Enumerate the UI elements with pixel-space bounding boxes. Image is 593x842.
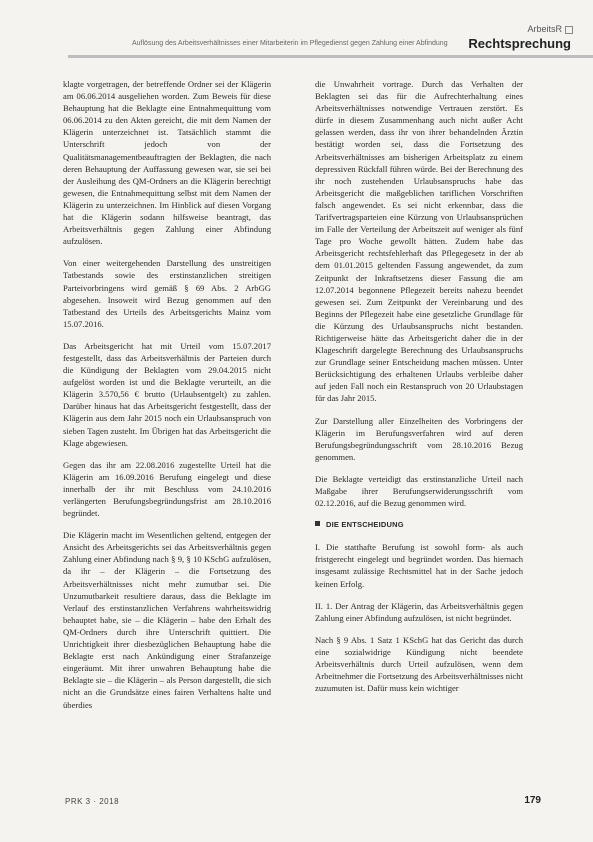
paragraph: Von einer weitergehenden Darstellung des unstreitigen Tatbestands sowie des erstinstanzlichen streitigen Parteivorbringens wird gemäß § 69 Abs. 2 ArbGG abgesehen. Insoweit wird Bezug genommen auf den Tatbestand des Urteils des Arbeitsgerichts Mainz vom 15.07.2016. [63,258,271,329]
page-number: 179 [524,795,541,806]
paragraph: Nach § 9 Abs. 1 Satz 1 KSchG hat das Gericht das durch eine sozialwidrige Kündigung nicht beendete Arbeitsverhältnis durch Urteil aufzulösen, wenn dem Arbeitnehmer die Fortsetzung des Arbeitsverhältnisses nicht zuzumuten ist. Dafür muss kein wichtiger [315,634,523,694]
paragraph: klagte vorgetragen, der betreffende Ordner sei der Klägerin am 06.06.2014 ausgeliehen worden. Zum Beweis für diese Behauptung hat die Beklagte eine Entnahmequittung vom 06.06.2014 zu den Akten gereicht, die mit dem Namen der Klägerin unterzeichnet ist. Tatsächlich stammt die Unterschrift jedoch von der Qualitätsmanagementbeauftragten der Beklagten, die nach deren Behauptung der Auffassung gewesen war, sie sei bei der Ausleihung des QM-Ordners an die Klägerin berechtigt gewesen, die Entnahmequittung selbst mit dem Namen der Klägerin zu unterzeichnen. Im Hinblick auf diesen Vorgang hat die Klägerin sodann hilfsweise beantragt, das Arbeitsverhältnis gegen Zahlung einer Abfindung aufzulösen. [63,79,271,247]
running-head: Auflösung des Arbeitsverhältnisses einer Mitarbeiterin im Pflegedienst gegen Zahlung einer Abfindung [132,40,448,47]
paragraph: Zur Darstellung aller Einzelheiten des Vorbringens der Klägerin im Berufungsverfahren wird auf deren Berufungsbegründungsschrift vom 28.10.2016 Bezug genommen. [315,415,523,462]
paragraph: die Unwahrheit vortrage. Durch das Verhalten der Beklagten sei das für die Aufrechterhaltung eines Arbeitsverhältnisses notwendige Vertrauen zerstört. Es dürfe in diesem Zusammenhang auch nicht außer Acht gelassen werden, dass ihr von ihrer behandelnden Ärztin bestätigt worden sei, dass die Fortsetzung des Arbeitsverhältnisses am bisherigen Arbeitsplatz zu einem depressiven Rückfall führen würde. Bei der Berechnung des ihr noch zustehenden Urlaubsanspruchs habe das Arbeitsgericht die maßgeblichen tariflichen Vorschriften falsch angewendet. Es sei nicht erkennbar, dass die Tarifvertragsparteien eine Kürzung von Urlaubsansprüchen im Falle der Verteilung der Arbeitszeit auf weniger als fünf Tage pro Woche gewollt hätten. Zudem habe das Arbeitsgericht rechtsfehlerhaft das Pflegegesetz in der ab dem 01.01.2015 geltenden Fassung angewendet, da zum Zeitpunkt der Inkraftsetzens dieser Fassung die am 12.07.2014 begonnene Pflegezeit bereits nahezu beendet gewesen sei. Zum Zeitpunkt der Vereinbarung und des Beginns der Pflegezeit habe eine gesetzliche Grundlage für die Kürzung des Urlaubsanspruchs nicht bestanden. Richtigerweise hätte das Arbeitsgericht daher die in der Klageschrift dargelegte Berechnung des Urlaubsanspruchs zur Grundlage seiner Entscheidung machen müssen. Unter Berücksichtigung des erhaltenen Urlaubs verbleibe daher auf jeden Fall noch ein Restanspruch von 20 Urlaubstagen für das Jahr 2015. [315,79,523,404]
paragraph: II. 1. Der Antrag der Klägerin, das Arbeitsverhältnis gegen Zahlung einer Abfindung aufzulösen, ist nicht begründet. [315,600,523,623]
header-rule [68,55,593,58]
left-column [63,78,271,721]
section-tag [527,24,573,34]
checkbox-icon [565,26,573,34]
square-bullet-icon [315,521,320,526]
running-title: Rechtsprechung [468,36,571,51]
section-tag-label: ArbeitsR [527,24,562,34]
journal-footer: PRK 3 · 2018 [65,797,120,806]
paragraph: Gegen das ihr am 22.08.2016 zugestellte Urteil hat die Klägerin am 16.09.2016 Berufung eingelegt und diese innerhalb der ihr mit Beschluss vom 24.10.2016 verlängerten Berufungsbegründungsfrist am 28.10.2016 begründet. [63,459,271,519]
page-header [0,0,593,62]
paragraph: I. Die statthafte Berufung ist sowohl form- als auch fristgerecht eingelegt und begründet worden. Das hiernach insgesamt zulässige Rechtsmittel hat in der Sache jedoch keinen Erfolg. [315,542,523,589]
paragraph: Die Beklagte verteidigt das erstinstanzliche Urteil nach Maßgabe ihrer Berufungserwiderungsschrift vom 02.12.2016, auf die Bezug genommen wird. [315,473,523,509]
section-heading [315,519,523,531]
right-column [315,78,523,704]
paragraph: Das Arbeitsgericht hat mit Urteil vom 15.07.2017 festgestellt, dass das Arbeitsverhältnis der Parteien durch die Kündigung der Beklagten vom 29.04.2015 nicht aufgelöst worden ist und die Beklagte verurteilt, an die Klägerin 3.570,56 € brutto (Urlaubsentgelt) zu zahlen. Darüber hinaus hat das Arbeitsgericht festgestellt, dass der Klägerin aus dem Jahr 2015 noch ein Urlaubsanspruch von sieben Tagen zusteht. Im Übrigen hat das Arbeitsgericht die Klage abgewiesen. [63,340,271,448]
section-heading-label: DIE ENTSCHEIDUNG [326,520,404,530]
paragraph: Die Klägerin macht im Wesentlichen geltend, entgegen der Ansicht des Arbeitsgerichts sei das Arbeitsverhältnis gegen Zahlung einer Abfindung nach § 9, § 10 KSchG aufzulösen, da ihr – der Klägerin – die Fortsetzung des Arbeitsverhältnisses nicht mehr zumutbar sei. Die Unzumutbarkeit resultiere daraus, dass die Beklagte im Verlauf des erstinstanzlichen Verfahrens wahrheitswidrig behauptet habe, sie – die Klägerin – habe den Erhalt des QM-Ordners durch ihre Unterschrift quittiert. Die Unrichtigkeit ihrer diesbezüglichen Behauptung habe die Beklagte erst nach Ankündigung einer Strafanzeige eingeräumt. Mit ihrer unwahren Behauptung habe die Beklagte sie – die Klägerin – als Person dargestellt, die sich nicht an die Grundsätze eines fairen Verhaltens halte und überdies [63,530,271,710]
